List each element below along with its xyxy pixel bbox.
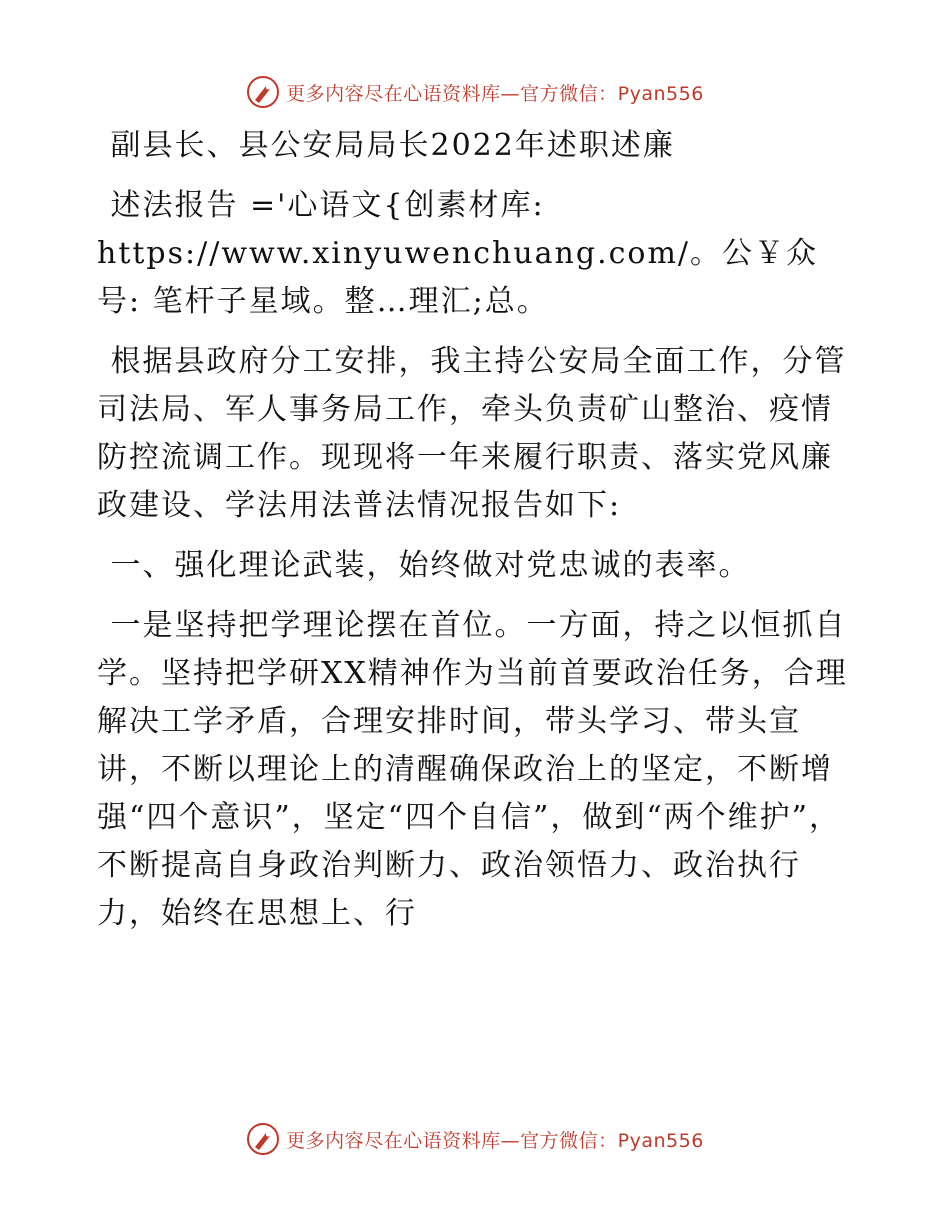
paragraph: 一是坚持把学理论摆在首位。一方面，持之以恒抓自学。坚持把学研XX精神作为当前首要政治任务，合理解决工学矛盾，合理安排时间，带头学习、带头宣讲，不断以理论上的清醒确保政治上的坚定，不断增强“四个意识”，坚定“四个自信”，做到“两个维护”，不断提高自身政治判断力、政治领悟力、政治执行力，始终在思想上、行	[97, 608, 848, 931]
watermark-text: 更多内容尽在心语资料库—官方微信：Pyan556	[286, 82, 704, 105]
pen-nib-logo-icon	[246, 1122, 280, 1156]
section-heading: 一、强化理论武装，始终做对党忠诚的表率。	[110, 548, 751, 583]
watermark-text: 更多内容尽在心语资料库—官方微信：Pyan556	[286, 1129, 704, 1152]
paragraph: 根据县政府分工安排，我主持公安局全面工作，分管司法局、军人事务局工作，牵头负责矿山整治、疫情防控流调工作。现现将一年来履行职责、落实党风廉政建设、学法用法普法情况报告如下:	[97, 344, 847, 523]
footer-watermark	[0, 1117, 950, 1161]
header-watermark	[0, 70, 950, 114]
pen-nib-logo-icon	[246, 75, 280, 109]
paragraph: 述法报告 ='心语文{创素材库: https://www.xinyuwenchuang.com/。公￥众号: 笔杆子星域。整…理汇;总。	[97, 188, 819, 319]
document-title: 副县长、县公安局局长2022年述职述廉	[110, 128, 675, 163]
document-body	[97, 122, 857, 950]
